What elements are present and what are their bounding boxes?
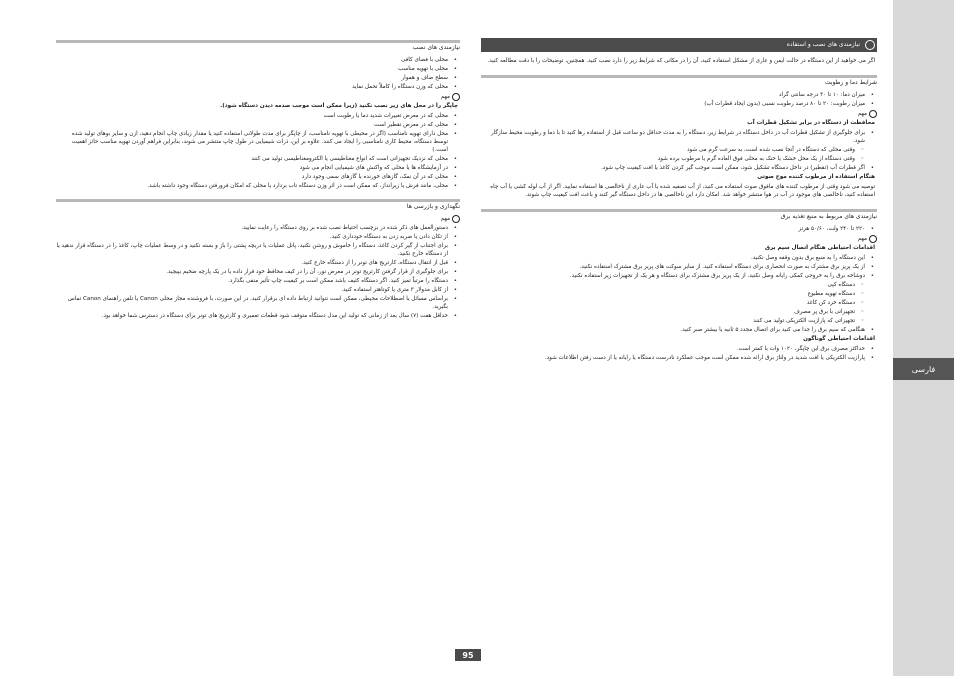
left-column — [56, 40, 460, 321]
list-subitem: ◦ تجهیزاتی با برق پر مصرف — [481, 308, 877, 316]
language-tab: فارسی — [893, 358, 954, 380]
warning-text: چاپگر را در محل های زیر نصب نکنید (زیرا ممکن است موجب صدمه دیدن دستگاه شود). — [220, 103, 458, 109]
list-subitem: ◦ دستگاه خرد کن کاغذ — [481, 299, 877, 307]
subsection-title: اقدامات احتیاطی هنگام اتصال سیم برق — [764, 245, 875, 251]
section-title-installation: نیازمندی های نصب — [412, 44, 460, 51]
note-label: مهم — [857, 111, 867, 117]
list-item: • هنگامی که سیم برق را جدا می کنید برای اتصال مجدد ۵ ثانیه یا بیشتر صبر کنید. — [481, 326, 877, 334]
banner-title: نیازمندی های نصب و استفاده — [786, 41, 860, 48]
note-label: مهم — [440, 94, 450, 100]
chapter-banner — [481, 38, 877, 52]
section-rule — [481, 209, 877, 212]
humidifier-text: توصیه می شود وقتی از مرطوب کننده های مافوق صوت استفاده می کنید، از آب تصفیه شده یا آب عاری از ناخالصی ها استفاده نمایید. اگر از آب لوله کشی یا آب چاه استفاده کنید، ناخالصی های موجود در آب در هوا منتشر خواهد شد. امکان دارد این ناخالصی ها در داخل دستگاه گیر کنند و باعث افت کیفیت چاپ شوند. — [490, 184, 875, 198]
power-spec: • ۲۲۰ تا ۲۴۰ ولت، ۵۰/۶۰ هرتز — [481, 225, 877, 233]
list-item: • محلی که در آن نمک، گازهای خورنده یا گازهای سمی وجود دارد — [56, 173, 460, 181]
list-item: • برای اجتناب از گیر کردن کاغذ، دستگاه را خاموش و روشن نکنید، پانل عملیات یا دریچه پشتی را باز و بسته نکنید و در وسط عملیات چاپ، کاغذ را در دستگاه قرار ندهید یا از دستگاه خارج نکنید. — [56, 242, 460, 258]
subsection-title: اقدامات احتیاطی گوناگون — [803, 336, 875, 342]
section-rule — [56, 199, 460, 202]
list-item: • برای جلوگیری از قرار گرفتن کارتریج تونر در معرض نور، آن را در کیف محافظ خود قرار داده یا در یک پارچه ضخیم بپیچید. — [56, 268, 460, 276]
list-item: • برای جلوگیری از تشکیل قطرات آب در داخل دستگاه در شرایط زیر، دستگاه را به مدت حداقل دو ساعت قبل از استفاده رها کنید تا با دما و رطوبت محیط سازگار شود. — [481, 129, 877, 145]
important-icon — [452, 93, 460, 101]
note-label: مهم — [857, 236, 867, 242]
list-item: • حداکثر مصرف برق این چاپگر، ۱۰۲۰ وات یا کمتر است. — [481, 345, 877, 353]
list-item: • پارازیت الکتریکی یا افت شدید در ولتاژ برق ارائه شده ممکن است موجب عملکرد نادرست دستگاه یا رایانه یا از دست رفتن اطلاعات شود. — [481, 354, 877, 362]
section-title-temperature: شرایط دما و رطوبت — [824, 79, 877, 86]
list-item: • قبل از انتقال دستگاه، کارتریج های تونر را از دستگاه خارج کنید. — [56, 259, 460, 267]
list-item: • دوشاخه برق را به خروجی کمکی رایانه وصل نکنید. از یک پریز برق مشترک برای دستگاه و هر یک از تجهیزات زیر استفاده نکنید. — [481, 272, 877, 280]
page-side-margin — [893, 0, 954, 676]
list-subitem: ◦ تجهیزاتی که پارازیت الکتریکی تولید می کنند — [481, 317, 877, 325]
chapter-circle-icon — [865, 40, 875, 50]
section-rule — [481, 75, 877, 78]
section-title-maintenance: نگهداری و بازرسی ها — [406, 203, 460, 210]
right-column — [481, 38, 877, 363]
list-item: • از کابل مدولار ۳ متری یا کوتاهتر استفاده کنید. — [56, 286, 460, 294]
list-subitem: ◦ دستگاه کپی — [481, 281, 877, 289]
section-title-power: نیازمندی های مربوط به منبع تغذیه برق — [780, 213, 877, 220]
list-item: • محلی با فضای کافی — [56, 56, 460, 64]
list-item: • محلی، مانند فرش یا زیرانداز، که ممکن است در اثر وزن دستگاه تاب بردارد یا محلی که امکان فرورفتن دستگاه وجود داشته باشد. — [56, 182, 460, 190]
list-item: • دستورالعمل های ذکر شده در برچسب احتیاط نصب شده بر روی دستگاه را رعایت نمایید. — [56, 224, 460, 232]
list-item: • محلی که در معرض تقطیر است — [56, 121, 460, 129]
list-item: • در آزمایشگاه ها یا محلی که واکنش های شیمیایی انجام می شود — [56, 164, 460, 172]
important-note — [481, 235, 877, 243]
list-item: • براساس مسائل یا اصطلاحات محیطی، ممکن است نتوانید ارتباط داده ای برقرار کنید. در این صورت، با فروشنده مجاز محلی Canon یا تلفن راهنمای Canon تماس بگیرید. — [56, 295, 460, 311]
list-item: • محلی با تهویه مناسب — [56, 65, 460, 73]
page-number: 95 — [455, 649, 481, 661]
important-icon — [452, 215, 460, 223]
list-item: • محلی که در معرض تغییرات شدید دما یا رطوبت است — [56, 112, 460, 120]
list-item: • دستگاه را مرتباً تمیز کنید. اگر دستگاه کثیف باشد ممکن است بر کیفیت چاپ تأثیر منفی بگذارد. — [56, 277, 460, 285]
important-note — [56, 215, 460, 223]
list-subitem: ◦ وقتی محلی که دستگاه در آنجا نصب شده است، به سرعت گرم می شود — [481, 146, 877, 154]
list-item: • محلی که وزن دستگاه را کاملاً تحمل نماید — [56, 83, 460, 91]
list-item: • میزان رطوبت: ۲۰ تا ۸۰ درصد رطوبت نسبی (بدون ایجاد قطرات آب) — [481, 100, 877, 108]
list-item: • محلی که نزدیک تجهیزاتی است که انواع مغناطیسی یا الکترومغناطیسی تولید می کنند — [56, 155, 460, 163]
subsection-title: محافظت از دستگاه در برابر تشکیل قطرات آب — [747, 120, 875, 126]
list-item: • حداقل هفت (۷) سال بعد از زمانی که تولید این مدل دستگاه متوقف شود قطعات تعمیری و کارتریج های تونر برای دستگاه در دسترس شما خواهد بود. — [56, 312, 460, 320]
list-subitem: ◦ وقتی دستگاه از یک محل خشک یا خنک به محلی فوق العاده گرم یا مرطوب برده شود — [481, 155, 877, 163]
list-item: • اگر قطرات آب (تقطیر) در داخل دستگاه تشکیل شود، ممکن است موجب گیر کردن کاغذ یا افت کیفیت چاپ شود. — [481, 164, 877, 172]
section-rule — [56, 40, 460, 43]
list-item: • از یک پریز برق مشترک به صورت انحصاری برای دستگاه استفاده کنید. از سایر سوکت های پریز برق مشترک استفاده نکنید. — [481, 263, 877, 271]
important-icon — [869, 110, 877, 118]
intro-text: اگر می خواهید از این دستگاه در حالت ایمن و عاری از مشکل استفاده کنید، آن را در مکانی که شرایط زیر را دارد نصب کنید. همچنین، توضیحات را با دقت مطالعه کنید. — [487, 58, 875, 64]
list-item: • از تکان دادن یا ضربه زدن به دستگاه خودداری کنید. — [56, 233, 460, 241]
important-icon — [869, 235, 877, 243]
list-item: • سطح صاف و هموار — [56, 74, 460, 82]
note-label: مهم — [440, 216, 450, 222]
important-note — [481, 110, 877, 118]
list-item: • این دستگاه را به منبع برق بدون وقفه وصل نکنید. — [481, 254, 877, 262]
important-note — [56, 93, 460, 101]
subsection-title: هنگام استفاده از مرطوب کننده موج صوتی — [757, 174, 875, 180]
list-item: • محل دارای تهویه نامناسب (اگر در محیطی با تهویه نامناسب، از چاپگر برای مدت طولانی استفاده کنید یا مقدار زیادی چاپ انجام دهید، ازن و سایر بوهای تولید شده توسط دستگاه، محیط کاری نامناسبی را ایجاد می کنند. علاوه بر این، ذرات شیمیایی در طول چاپ منتشر می شوند، بنابراین فراهم آوردن تهویه مناسب حائز اهمیت است.) — [56, 130, 460, 154]
list-subitem: ◦ دستگاه تهویه مطبوع — [481, 290, 877, 298]
list-item: • میزان دما: ۱۰ تا ۳۰ درجه سانتی گراد — [481, 91, 877, 99]
